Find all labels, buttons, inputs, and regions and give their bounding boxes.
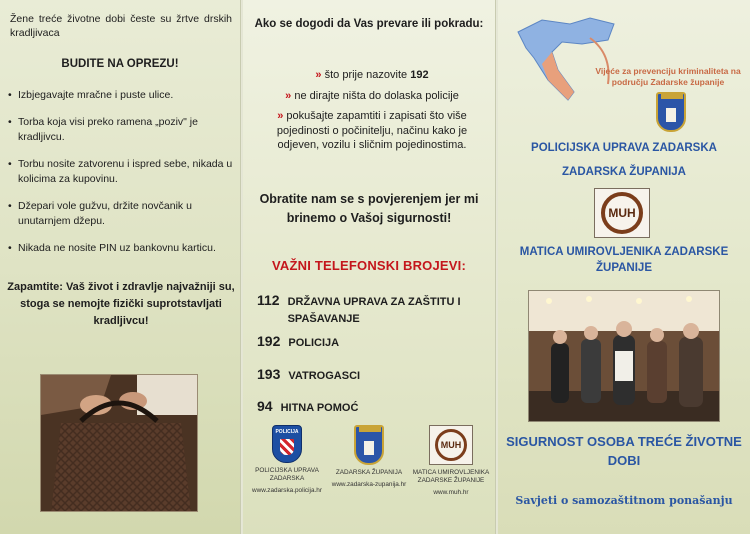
tip-text: Torba koja visi preko ramena „poziv" je kradljivcu.	[18, 116, 198, 143]
county-shield-icon	[656, 92, 686, 132]
phone-number: 112	[257, 292, 280, 308]
list-item	[263, 109, 481, 153]
phone-number: 192	[257, 333, 281, 349]
list-item	[263, 89, 481, 104]
handbag-photo	[40, 374, 198, 512]
logo-caption: ZADARSKA ŽUPANIJA	[335, 469, 403, 476]
arrow-icon: »	[277, 110, 284, 122]
muh-badge-text: MUH	[601, 192, 643, 234]
bullet-icon: •	[8, 116, 12, 128]
croatia-map-icon	[512, 14, 622, 106]
phone-entry	[257, 366, 487, 385]
police-shield-icon	[272, 425, 302, 463]
phone-entry	[257, 292, 487, 328]
tips-list	[8, 88, 234, 268]
logo-caption: MATICA UMIROVLJENIKA ZADARSKE ŽUPANIJE	[412, 469, 490, 484]
brochure-title: SIGURNOST OSOBA TREĆE ŽIVOTNE DOBI	[506, 434, 742, 468]
action-number: 192	[410, 69, 429, 81]
phone-entry	[257, 333, 487, 352]
intro-text: Žene treće životne dobi česte su žrtve drskih kradljivaca	[10, 13, 232, 39]
phone-entry	[257, 398, 487, 417]
action-text: što prije nazovite	[321, 69, 411, 81]
arrow-icon: »	[285, 89, 292, 102]
muh-badge-text: MUH	[435, 429, 467, 461]
action-list	[263, 68, 481, 159]
action-text: pokušajte zapamtiti i zapisati što više pojedinosti o počinitelju, načinu kako je odjeven, vozilu i sličnim pojedinostima.	[276, 110, 468, 151]
list-item	[8, 199, 234, 229]
police-logo-block	[245, 425, 329, 495]
tip-text: Nikada ne nosite PIN uz bankovnu karticu.	[18, 242, 216, 254]
question-heading: Ako se dogodi da Vas prevare ili pokradu:	[254, 18, 484, 30]
action-text: ne dirajte ništa do dolaska policije	[291, 89, 459, 102]
county-logo-block	[327, 425, 411, 489]
police-badge-text: POLICIJA	[275, 429, 299, 435]
tip-text: Džepari vole gužvu, držite novčanik u unutarnjem džepu.	[18, 200, 192, 227]
panel-emergency	[243, 0, 495, 534]
tip-text: Torbu nosite zatvorenu i ispred sebe, nikada u kolicima za kupovinu.	[18, 158, 233, 185]
org-county: ZADARSKA ŽUPANIJA	[562, 166, 686, 178]
org-police: POLICIJSKA UPRAVA ZADARSKA	[531, 142, 717, 154]
muh-logo-block	[409, 425, 493, 497]
logo-url: www.zadarska-zupanija.hr	[331, 481, 407, 488]
council-name: Vijeće za prevenciju kriminaliteta na području Zadarske županije	[595, 66, 741, 87]
caution-heading: BUDITE NA OPREZU!	[61, 58, 179, 70]
bullet-icon: •	[8, 242, 12, 254]
logo-caption: POLICIJSKA UPRAVA ZADARSKA	[255, 467, 319, 482]
list-item	[8, 88, 234, 103]
warning-text: Zapamtite: Vaš život i zdravlje najvažniji su, stoga se nemojte fizički suprotstavljati kradljivcu!	[7, 281, 235, 327]
bullet-icon: •	[8, 158, 12, 170]
phone-label: VATROGASCI	[288, 370, 361, 382]
tip-text: Izbjegavajte mračne i puste ulice.	[18, 89, 174, 101]
brochure-subtitle: Savjeti o samozaštitnom ponašanju	[515, 494, 733, 507]
phones-heading: VAŽNI TELEFONSKI BROJEVI:	[272, 258, 466, 273]
phone-number: 193	[257, 366, 281, 382]
muh-logo-icon	[594, 188, 650, 238]
list-item	[263, 68, 481, 83]
call-to-action: Obratite nam se s povjerenjem jer mi brinemo o Vašoj sigurnosti!	[259, 192, 479, 225]
dancing-photo	[528, 290, 720, 422]
phone-label: HITNA POMOĆ	[280, 402, 359, 414]
panel-cover	[498, 0, 750, 534]
phone-label: POLICIJA	[288, 337, 340, 349]
list-item	[8, 115, 234, 145]
county-shield-icon	[354, 425, 384, 465]
muh-logo-icon	[429, 425, 473, 465]
partner-logos	[243, 425, 495, 525]
org-pensioners: MATICA UMIROVLJENIKA ZADARSKE ŽUPANIJE	[519, 246, 729, 274]
list-item	[8, 241, 234, 256]
logo-url: www.zadarska.policija.hr	[252, 487, 322, 494]
phone-number: 94	[257, 398, 273, 414]
arrow-icon: »	[315, 69, 322, 81]
bullet-icon: •	[8, 89, 12, 101]
phone-label: DRŽAVNA UPRAVA ZA ZAŠTITU I SPAŠAVANJE	[287, 296, 461, 325]
list-item	[8, 157, 234, 187]
bullet-icon: •	[8, 200, 12, 212]
panel-tips	[0, 0, 240, 534]
logo-url: www.muh.hr	[433, 489, 469, 496]
